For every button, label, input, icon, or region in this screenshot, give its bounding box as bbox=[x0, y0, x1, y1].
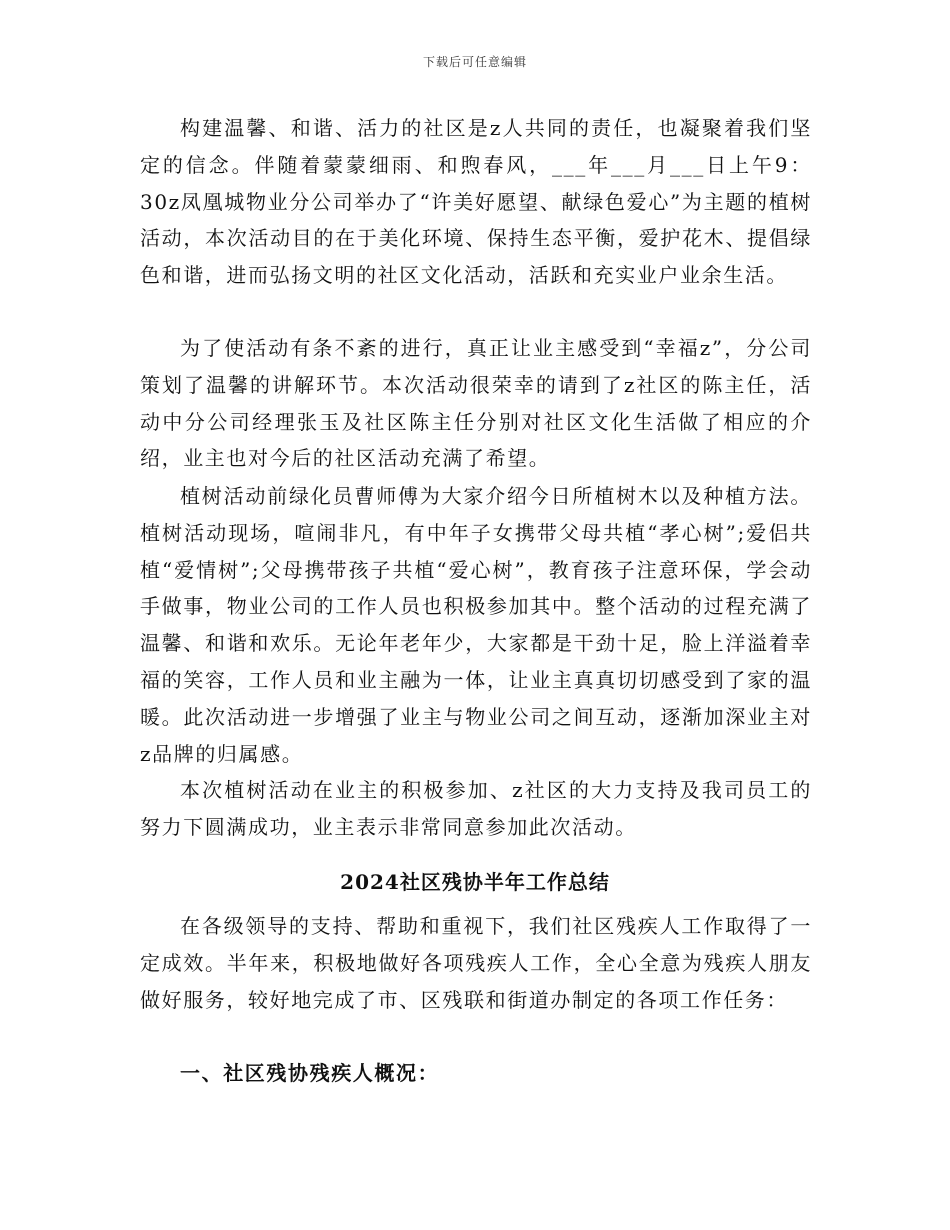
section-subheading: 一、社区残协残疾人概况： bbox=[180, 1061, 440, 1085]
header-note: 下载后可任意编辑 bbox=[422, 55, 527, 69]
paragraph-4: 本次植树活动在业主的积极参加、z社区的大力支持及我司员工的努力下圆满成功，业主表示非常同意参加此次活动。 bbox=[140, 778, 812, 839]
section-title: 2024社区残协半年工作总结 bbox=[340, 870, 610, 894]
section-intro: 在各级领导的支持、帮助和重视下，我们社区残疾人工作取得了一定成效。半年来，积极地做好各项残疾人工作，全心全意为残疾人朋友做好服务，较好地完成了市、区残联和街道办制定的各项工作任务： bbox=[140, 914, 812, 1012]
paragraph-2: 为了使活动有条不紊的进行，真正让业主感受到“幸福z”，分公司策划了温馨的讲解环节。本次活动很荣幸的请到了z社区的陈主任，活动中分公司经理张玉及社区陈主任分别对社区文化生活做了相应的介绍，业主也对今后的社区活动充满了希望。 bbox=[140, 336, 812, 471]
paragraph-3: 植树活动前绿化员曹师傅为大家介绍今日所植树木以及种植方法。植树活动现场，喧闹非凡，有中年子女携带父母共植“孝心树”;爱侣共植“爱情树”;父母携带孩子共植“爱心树”，教育孩子注意环保，学会动手做事，物业公司的工作人员也积极参加其中。整个活动的过程充满了温馨、和谐和欢乐。无论年老年少，大家都是干劲十足，脸上洋溢着幸福的笑容，工作人员和业主融为一体，让业主真真切切感受到了家的温暖。此次活动进一步增强了业主与物业公司之间互动，逐渐加深业主对z品牌的归属感。 bbox=[140, 484, 812, 766]
paragraph-1: 构建温馨、和谐、活力的社区是z人共同的责任，也凝聚着我们坚定的信念。伴随着蒙蒙细雨、和煦春风，___年___月___日上午9：30z凤凰城物业分公司举办了“许美好愿望、献绿色爱心”为主题的植树活动，本次活动目的在于美化环境、保持生态平衡，爱护花木、提倡绿色和谐，进而弘扬文明的社区文化活动，活跃和充实业户业余生活。 bbox=[140, 116, 812, 288]
